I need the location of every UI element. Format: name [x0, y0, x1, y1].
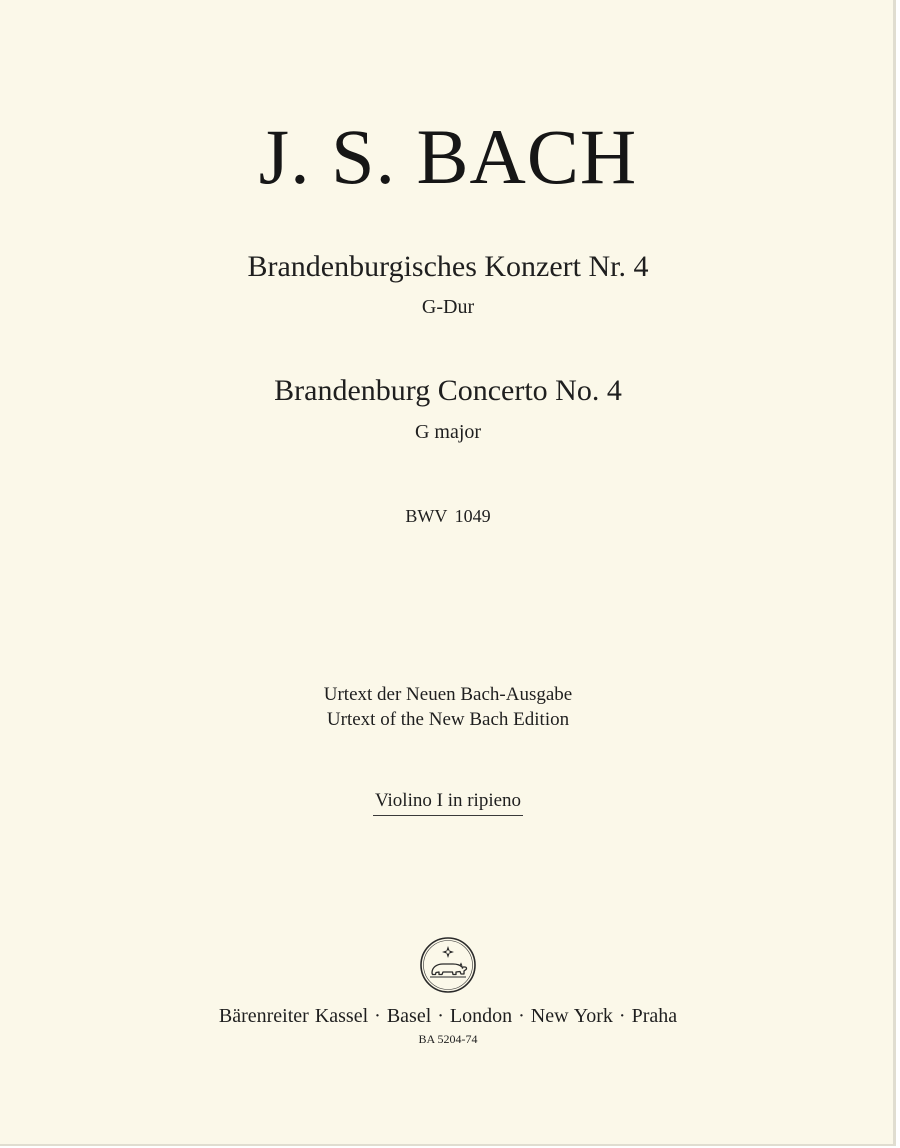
key-english: G major [414, 421, 482, 443]
bear-icon [432, 964, 467, 975]
part-label-container [0, 791, 896, 816]
catalog-number: BWV 1049 [405, 506, 491, 526]
urtext-german: Urtext der Neuen Bach-Ausgabe [323, 684, 573, 705]
edition-number: BA 5204-74 [418, 1032, 478, 1046]
key-german: G-Dur [421, 296, 475, 318]
composer-name: J. S. BACH [258, 113, 638, 200]
title-german: Brandenburgisches Konzert Nr. 4 [247, 250, 649, 283]
urtext-english: Urtext of the New Bach Edition [326, 709, 570, 730]
baerenreiter-bear-star-logo [419, 936, 477, 994]
part-name: Violino I in ripieno [373, 791, 523, 816]
star-icon [442, 946, 454, 958]
publisher-line: Bärenreiter Kassel · Basel · London · New York · Praha [218, 1005, 678, 1027]
title-english: Brandenburg Concerto No. 4 [274, 374, 622, 407]
